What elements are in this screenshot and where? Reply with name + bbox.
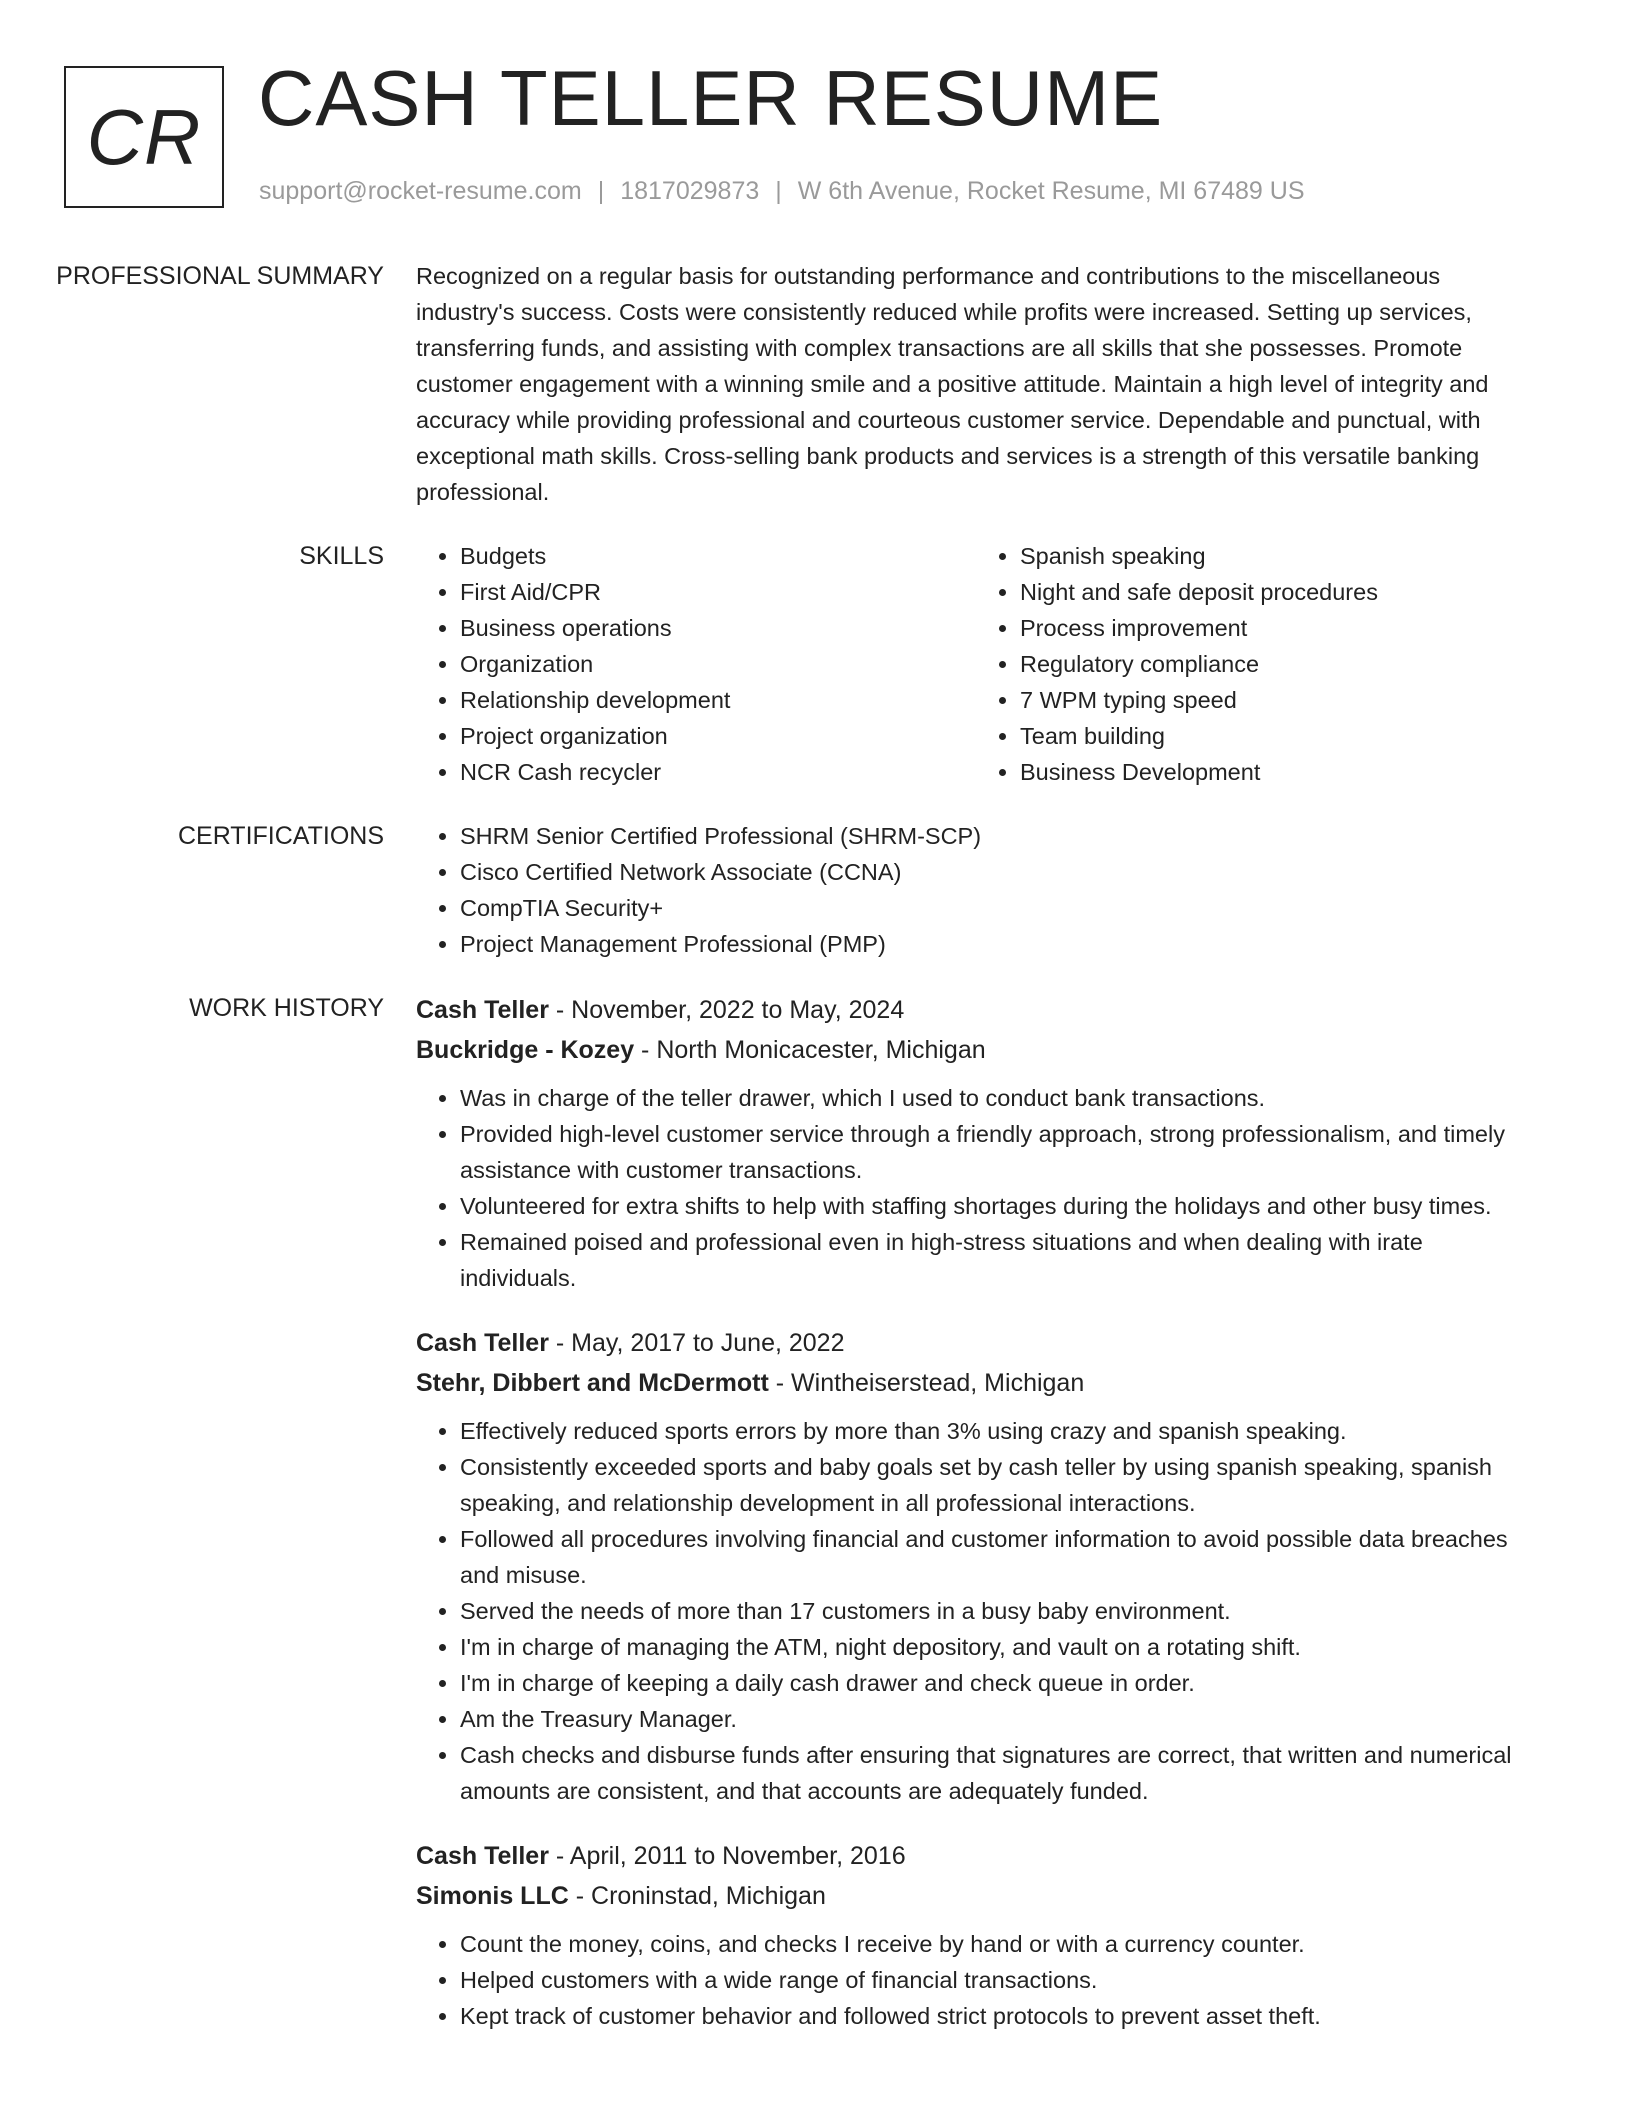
contact-line bbox=[259, 175, 1305, 207]
certifications-label: CERTIFICATIONS bbox=[177, 822, 384, 850]
resume-content bbox=[0, 258, 1632, 2089]
job-company-line bbox=[416, 1876, 1536, 1916]
summary-body bbox=[416, 258, 1536, 510]
job-title: Cash Teller bbox=[416, 1842, 549, 1870]
work-history-section bbox=[0, 990, 1632, 2061]
skills-section bbox=[0, 538, 1632, 790]
skill-item: • Night and safe deposit procedures bbox=[1020, 574, 1536, 610]
job-company: Simonis LLC bbox=[416, 1882, 569, 1910]
skill-item: • Process improvement bbox=[1020, 610, 1536, 646]
job-bullet: • Followed all procedures involving financial and customer information to avoid possible data breaches and misuse. bbox=[460, 1521, 1536, 1593]
job-location: - Wintheiserstead, Michigan bbox=[768, 1369, 1085, 1397]
skill-item: • Business Development bbox=[1020, 754, 1536, 790]
job-location: - North Monicacester, Michigan bbox=[634, 1036, 986, 1064]
job-company: Stehr, Dibbert and McDermott bbox=[416, 1369, 769, 1397]
work-history-body bbox=[416, 990, 1536, 2061]
job-dates: - November, 2022 to May, 2024 bbox=[548, 996, 905, 1024]
job-bullet: • Served the needs of more than 17 customers in a busy baby environment. bbox=[460, 1593, 1536, 1629]
work-history-label: WORK HISTORY bbox=[189, 994, 384, 1022]
skills-body bbox=[416, 538, 1536, 790]
job-bullet: • Am the Treasury Manager. bbox=[460, 1701, 1536, 1737]
job-company-line bbox=[416, 1030, 1536, 1070]
job-title: Cash Teller bbox=[416, 996, 549, 1024]
skill-item: • Budgets bbox=[460, 538, 976, 574]
job-title-line bbox=[416, 1836, 1536, 1876]
skill-item: • Business operations bbox=[460, 610, 976, 646]
job-title-line bbox=[416, 1323, 1536, 1363]
skill-item: • Project organization bbox=[460, 718, 976, 754]
resume-title: CASH TELLER RESUME bbox=[258, 54, 1164, 142]
job-title: Cash Teller bbox=[416, 1329, 549, 1357]
skill-item: • Regulatory compliance bbox=[1020, 646, 1536, 682]
job-bullet: • Effectively reduced sports errors by more than 3% using crazy and spanish speaking. bbox=[460, 1413, 1536, 1449]
skills-list-left bbox=[416, 538, 976, 790]
job-bullet: • Volunteered for extra shifts to help with staffing shortages during the holidays and other busy times. bbox=[460, 1188, 1536, 1224]
skill-item: • Team building bbox=[1020, 718, 1536, 754]
job-company-line bbox=[416, 1363, 1536, 1403]
certification-item: • Cisco Certified Network Associate (CCNA) bbox=[460, 854, 1536, 890]
job-bullets bbox=[416, 1080, 1536, 1296]
contact-address: W 6th Avenue, Rocket Resume, MI 67489 US bbox=[797, 177, 1305, 205]
contact-separator: | bbox=[597, 177, 605, 205]
skill-item: • Organization bbox=[460, 646, 976, 682]
job-entry bbox=[416, 1836, 1536, 2034]
certifications-list bbox=[416, 818, 1536, 962]
job-company: Buckridge - Kozey bbox=[416, 1036, 635, 1064]
job-bullet: • Provided high-level customer service through a friendly approach, strong professionalism, and timely assistance with customer transactions. bbox=[460, 1116, 1536, 1188]
job-dates: - April, 2011 to November, 2016 bbox=[548, 1842, 906, 1870]
job-bullet: • I'm in charge of managing the ATM, night depository, and vault on a rotating shift. bbox=[460, 1629, 1536, 1665]
monogram-initials: CR bbox=[86, 92, 202, 181]
skills-list-right bbox=[976, 538, 1536, 790]
certification-item: • SHRM Senior Certified Professional (SHRM-SCP) bbox=[460, 818, 1536, 854]
skill-item: • Spanish speaking bbox=[1020, 538, 1536, 574]
skill-item: • NCR Cash recycler bbox=[460, 754, 976, 790]
job-bullet: • Helped customers with a wide range of financial transactions. bbox=[460, 1962, 1536, 1998]
job-bullet: • I'm in charge of keeping a daily cash drawer and check queue in order. bbox=[460, 1665, 1536, 1701]
skill-item: • First Aid/CPR bbox=[460, 574, 976, 610]
summary-text: Recognized on a regular basis for outstanding performance and contributions to the miscellaneous industry's success. Costs were consistently reduced while profits were increased. Setting up services, transferring funds, and assisting with complex transactions are all skills that she possesses. Promote customer engagement with a winning smile and a positive attitude. Maintain a high level of integrity and accuracy while providing professional and courteous customer service. Dependable and punctual, with exceptional math skills. Cross-selling bank products and services is a strength of this versatile banking professional. bbox=[416, 263, 1489, 505]
job-entry bbox=[416, 990, 1536, 1296]
certification-item: • CompTIA Security+ bbox=[460, 890, 1536, 926]
certifications-section bbox=[0, 818, 1632, 962]
job-bullet: • Kept track of customer behavior and followed strict protocols to prevent asset theft. bbox=[460, 1998, 1536, 2034]
job-bullet: • Cash checks and disburse funds after ensuring that signatures are correct, that written and numerical amounts are consistent, and that accounts are adequately funded. bbox=[460, 1737, 1536, 1809]
certification-item: • Project Management Professional (PMP) bbox=[460, 926, 1536, 962]
contact-email: support@rocket-resume.com bbox=[259, 177, 582, 205]
contact-separator: | bbox=[775, 177, 782, 205]
monogram-box bbox=[64, 66, 224, 208]
job-bullets bbox=[416, 1926, 1536, 2034]
skills-label: SKILLS bbox=[299, 542, 384, 570]
job-entry bbox=[416, 1323, 1536, 1809]
skill-item: • 7 WPM typing speed bbox=[1020, 682, 1536, 718]
contact-phone: 1817029873 bbox=[620, 177, 760, 205]
job-bullet: • Consistently exceeded sports and baby goals set by cash teller by using spanish speaking, spanish speaking, and relationship development in all professional interactions. bbox=[460, 1449, 1536, 1521]
job-dates: - May, 2017 to June, 2022 bbox=[548, 1329, 845, 1357]
job-bullets bbox=[416, 1413, 1536, 1809]
job-title-line bbox=[416, 990, 1536, 1030]
job-bullet: • Remained poised and professional even in high-stress situations and when dealing with irate individuals. bbox=[460, 1224, 1536, 1296]
summary-section bbox=[0, 258, 1632, 510]
job-bullet: • Count the money, coins, and checks I receive by hand or with a currency counter. bbox=[460, 1926, 1536, 1962]
job-location: - Croninstad, Michigan bbox=[568, 1882, 826, 1910]
job-bullet: • Was in charge of the teller drawer, which I used to conduct bank transactions. bbox=[460, 1080, 1536, 1116]
skill-item: • Relationship development bbox=[460, 682, 976, 718]
certifications-body bbox=[416, 818, 1536, 962]
summary-label: PROFESSIONAL SUMMARY bbox=[56, 262, 384, 290]
